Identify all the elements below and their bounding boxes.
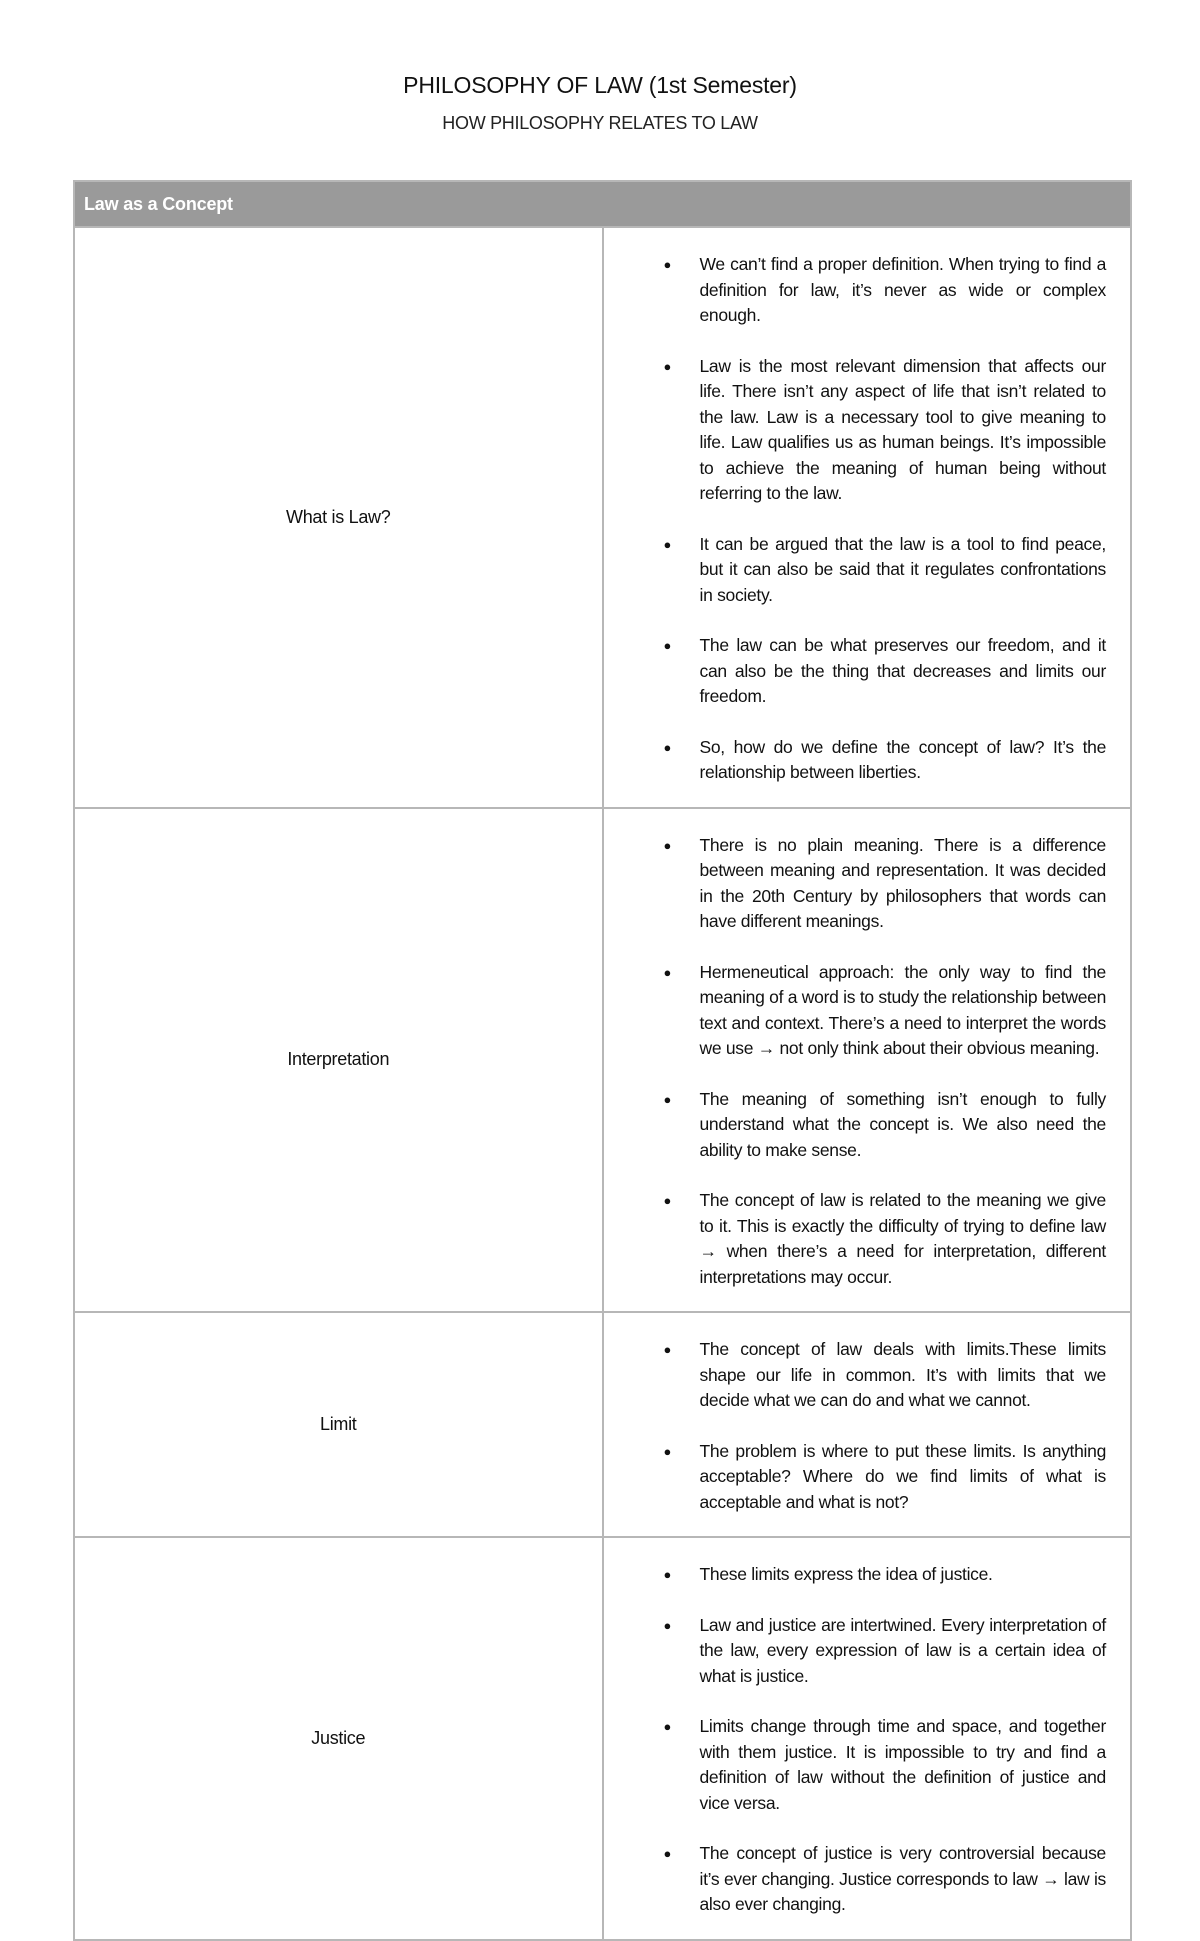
list-item	[663, 735, 1107, 786]
bullet-text: Law is the most relevant dimension that affects our life. There isn’t any aspect of life that isn’t related to the law. Law is a necessary tool to give meaning to life. Law qualifies us as human beings. It’s impossible to achieve the meaning of human being without referring to the law.	[699, 355, 1106, 503]
bullet-text: It can be argued that the law is a tool to find peace, but it can also be said that it regulates confrontations in society.	[699, 533, 1106, 605]
bullet-text: The problem is where to put these limits. Is anything acceptable? Where do we find limits of what is acceptable and what is not?	[699, 1440, 1106, 1512]
bullet-text: These limits express the idea of justice.	[699, 1564, 993, 1584]
bullet-icon: ●	[663, 1846, 672, 1861]
topic-cell: Limit	[74, 1312, 603, 1537]
list-item	[663, 532, 1107, 609]
bullet-icon: ●	[663, 1443, 672, 1459]
bullet-list	[604, 809, 1131, 1312]
bullet-icon: ●	[663, 837, 672, 853]
bullet-text: So, how do we define the concept of law? It’s the relationship between liberties.	[699, 736, 1106, 782]
content-cell	[603, 227, 1132, 808]
bullet-text: The concept of law is related to the meaning we give to it. This is exactly the difficulty of trying to define law → when there’s a need for interpretation, different interpretations may occur.	[699, 1190, 1106, 1287]
list-item	[663, 1337, 1107, 1414]
bullet-text: The meaning of something isn’t enough to fully understand what the concept is. We also need the ability to make sense.	[699, 1088, 1106, 1160]
table-row	[74, 1312, 1131, 1537]
bullet-text: There is no plain meaning. There is a difference between meaning and representation. It was decided in the 20th Century by philosophers that words can have different meanings.	[699, 834, 1106, 931]
bullet-text: The concept of law deals with limits.These limits shape our life in common. It’s with limits that we decide what we can do and what we cannot.	[699, 1339, 1106, 1410]
bullet-icon: ●	[663, 1719, 672, 1734]
bullet-icon: ●	[663, 1091, 672, 1107]
list-item	[663, 960, 1107, 1062]
bullet-icon: ●	[663, 964, 672, 980]
bullet-text: We can’t find a proper definition. When trying to find a definition for law, it’s never as wide or complex enough.	[699, 254, 1106, 325]
bullet-list	[604, 228, 1131, 807]
list-item	[663, 1714, 1107, 1816]
bullet-icon: ●	[663, 638, 672, 653]
list-item	[663, 354, 1107, 507]
bullet-text: The law can be what preserves our freedom, and it can also be the thing that decreases and limits our freedom.	[699, 635, 1106, 706]
document-subtitle: HOW PHILOSOPHY RELATES TO LAW	[442, 113, 758, 133]
table-row	[74, 808, 1131, 1313]
bullet-text: Hermeneutical approach: the only way to find the meaning of a word is to study the relationship between text and context. There’s a need to interpret the words we use → not only think about their obvious meaning.	[699, 961, 1106, 1058]
list-item	[663, 1562, 1107, 1588]
bullet-list	[604, 1313, 1131, 1536]
bullet-text: Limits change through time and space, and together with them justice. It is impossible to try and find a definition of law without the definition of justice and vice versa.	[699, 1716, 1106, 1813]
bullet-icon: ●	[663, 1617, 672, 1633]
bullet-text: The concept of justice is very controversial because it’s ever changing. Justice corresponds to law → law is also ever changing.	[699, 1843, 1106, 1914]
bullet-icon: ●	[663, 536, 672, 552]
list-item	[663, 833, 1107, 935]
bullet-icon: ●	[663, 1193, 672, 1208]
table-row	[74, 227, 1131, 808]
bullet-icon: ●	[663, 1342, 672, 1357]
bullet-icon: ●	[663, 358, 672, 374]
list-item	[663, 1087, 1107, 1164]
topic-cell: What is Law?	[74, 227, 603, 808]
document-title: PHILOSOPHY OF LAW (1st Semester)	[403, 72, 797, 98]
bullet-icon: ●	[663, 739, 672, 755]
list-item	[663, 633, 1107, 710]
table-header-row	[74, 181, 1131, 227]
content-cell	[603, 808, 1132, 1313]
section-header: Law as a Concept	[74, 181, 1131, 227]
content-cell	[603, 1312, 1132, 1537]
topic-cell: Interpretation	[74, 808, 603, 1313]
bullet-text: Law and justice are intertwined. Every interpretation of the law, every expression of law is a certain idea of what is justice.	[699, 1614, 1106, 1686]
list-item	[663, 1613, 1107, 1690]
list-item	[663, 1439, 1107, 1516]
list-item	[663, 1841, 1107, 1918]
content-cell	[603, 1537, 1132, 1940]
bullet-icon: ●	[663, 257, 672, 272]
concept-table	[73, 180, 1132, 1941]
list-item	[663, 252, 1107, 329]
list-item	[663, 1188, 1107, 1290]
bullet-list	[604, 1538, 1131, 1939]
table-row	[74, 1537, 1131, 1940]
topic-cell: Justice	[74, 1537, 603, 1940]
bullet-icon: ●	[663, 1567, 672, 1582]
